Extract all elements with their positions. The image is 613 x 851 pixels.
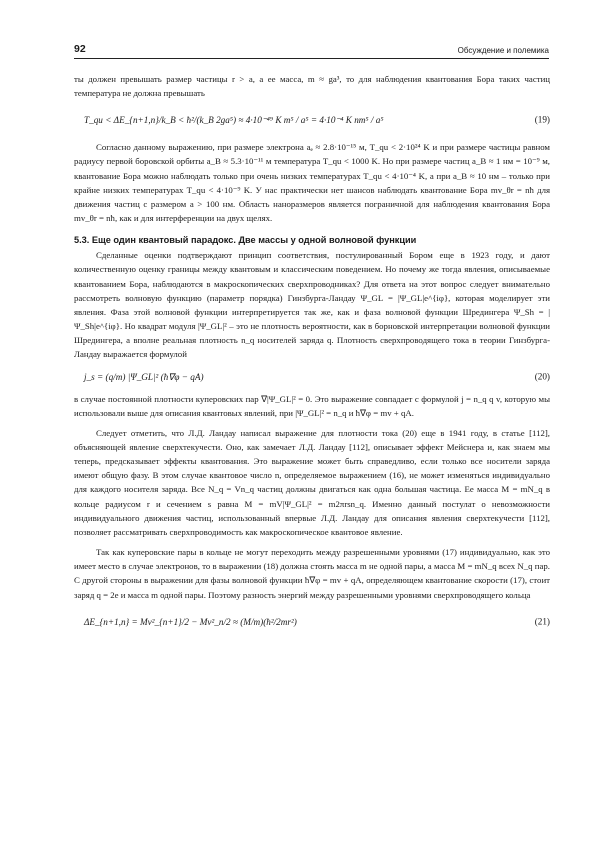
paragraph-5: Следует отметить, что Л.Д. Ландау написал выражение для плотности тока (20) еще в 1941 году, в статье [112], объясняющей явление сверхтекучести. Оно, как замечает Л.Д. Ландау [112], описывает эффект Мейснера и, как знаем мы теперь, предсказывает эффекты квантования. Это выражение может быть справедливо, если только все носители заряда имеют общую фазу. В этом случае квантовое число n, определяемое выражением (16), не может изменяться индивидуально для каждого носителя заряда. Все N_q = Vn_q частиц должны двигаться как одна большая частица. Ее масса M = mN_q в кольце радиусом r и сечением s равна M = mV|Ψ_GL|² = m2πrsn_q. Именно данный постулат о невозможности индивидуального движения частиц, использованный впервые Л.Д. Ландау для описания явления сверхтекучести [112], позволяет рассматривать сверхпроводимость как макроскопическое квантовое явление. — [74, 427, 550, 537]
paragraph-2: Согласно данному выражению, при размере электрона aₑ ≈ 2.8·10⁻¹⁵ м, T_qu < 2·10²⁴ K и при размере частицы равном радиусу первой боровской орбиты a_B ≈ 5.3·10⁻¹¹ м температура T_qu < 1000 K. Но при размере частиц a_B ≈ 1 нм = 10⁻⁹ м, квантование Бора можно наблюдать только при очень низких температурах T_qu < 4·10⁻⁴ K, а при a_B ≈ 10 нм – только при крайне низких температурах T_qu < 4·10⁻⁹ K. У нас практически нет шансов наблюдать квантование Бора mv_θr = nħ для движения частиц с размером a > 100 нм. Область наноразмеров является пограничной для наблюдения квантования Бора mv_θr = nħ, как и для интерференции на двух щелях. — [74, 142, 550, 224]
page-number: 92 — [74, 43, 86, 55]
equation-21-number: (21) — [534, 616, 550, 627]
equation-20 — [74, 362, 550, 392]
equation-21 — [74, 602, 550, 642]
equation-21-formula: ΔE_{n+1,n} = Mv²_{n+1}/2 − Mv²_n/2 ≈ (M/m)(ħ²/2mr²) — [84, 616, 297, 627]
equation-19-number: (19) — [534, 114, 550, 125]
equation-19-formula: T_qu < ΔE_{n+1,n}/k_B < ħ²/(k_B 2ga⁵) ≈ 4·10⁻⁴⁹ K m⁵ / a⁵ = 4·10⁻⁴ K nm⁵ / a⁵ — [84, 115, 384, 126]
equation-19 — [74, 100, 550, 140]
equation-20-number: (20) — [534, 371, 550, 381]
paragraph-3: Сделанные оценки подтверждают принцип соответствия, постулированный Бором еще в 1923 году, и дают количественную оценку границы между квантовым и классическим поведением. Но почему же тогда явления, описываемые квантованием Бора, наблюдаются в макроскопических сверхпроводниках? Для ответа на этот вопрос следует внимательно рассмотреть волновую функцию (параметр порядка) Гинзбурга-Ландау Ψ_GL = |Ψ_GL|e^{iφ}, которая моделирует эти явления. Фаза этой волновой функции интерпретируется так же, как и фаза волновой функции Шредингера Ψ_Sh = |Ψ_Sh|e^{iφ}. Но квадрат модуля |Ψ_GL|² – это не плотность вероятности, как в борновской интерпретации волновой функции Шредингера, а вполне реальная плотность n_q носителей заряда q. Плотность сверхпроводящего тока в теории Гинзбурга-Ландау выражается формулой — [74, 250, 550, 360]
running-head: Обсуждение и полемика — [457, 46, 549, 55]
section-title: 5.3. Еще один квантовый парадокс. Две массы у одной волновой функции — [74, 235, 417, 246]
equation-20-formula: j_s = (q/m) |Ψ_GL|² (ħ∇φ − qA) — [84, 371, 204, 382]
paragraph-4: в случае постоянной плотности куперовских пар ∇|Ψ_GL|² = 0. Это выражение совпадает с формулой j = n_q q v, которую мы использовали выше для описания квантовых явлений, при |Ψ_GL|² = n_q и ħ∇φ = mv + qA. — [74, 393, 550, 418]
paragraph-6: Так как куперовские пары в кольце не могут переходить между разрешенными уровнями (17) индивидуально, как это имеет место в случае электронов, то в выражении (18) должна стоять масса m не одной пары, а масса M = mN_q всех N_q пар. С другой стороны в выражении для фазы волновой функции ħ∇φ = mv + qA, определяющем квантование скорости (17), стоит заряд q = 2e и масса m одной пары. Поэтому разность энергий между разрешенными уровнями сверхпроводящего кольца — [74, 547, 550, 600]
paragraph-1: ты должен превышать размер частицы r > a, а ее масса, m ≈ ga³, то для наблюдения квантования Бора таких частиц температура не должна превышать — [74, 74, 550, 99]
page-body — [74, 72, 550, 642]
page-header — [74, 40, 549, 59]
